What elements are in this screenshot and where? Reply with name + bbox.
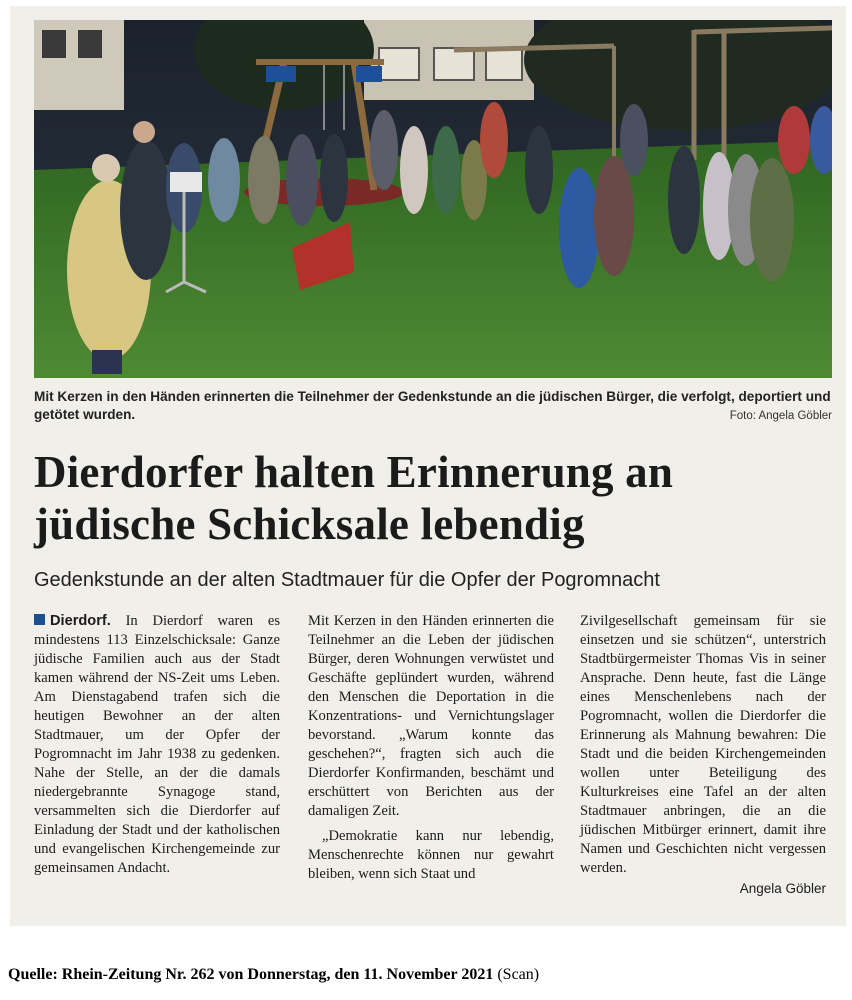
column-1-text: In Dierdorf waren es mindestens 113 Einzelschicksale: Ganze jüdische Familien auch aus der Stadt kamen während der NS-Zeit ums Leben. Am Dienstagabend trafen sich die heutigen Bewohner an der alten Stadtmauer, um der Opfer der Pogromnacht im Jahr 1938 zu gedenken. Nahe der Stelle, an der die damals niedergebrannte Synagoge stand, versammelten sich die Dierdorfer auf Einladung der Stadt und der katholischen und evangelischen Kirchengemeinde zur gemeinsamen Andacht. [34, 613, 280, 876]
article-column-1 [34, 612, 280, 878]
lead-paragraph [34, 612, 280, 878]
article-photo [34, 20, 832, 378]
headline-line-2: jüdische Schicksale lebendig [34, 499, 585, 549]
article-column-2 [308, 612, 554, 884]
column-3-text: Zivilgesellschaft gemeinsam für sie einsetzen und sie schützen“, unterstrich Stadtbürgermeister Thomas Vis in seiner Ansprache. Denn heute, fast die Länge eines Menschenlebens nach der Pogromnacht, wollen die Dierdorfer die Erinnerung als Mahnung bewahren: Die Stadt und die beiden Kirchengemeinden wollen unter Beteiligung des Kulturkreises eine Tafel an der alten Stadtmauer anbringen, die an die jüdischen Mitbürger erinnert, damit ihre Namen und Geschichten nicht vergessen werden. [580, 613, 826, 876]
dateline-marker-icon [34, 614, 45, 625]
newspaper-clipping [10, 6, 846, 926]
headline-line-1: Dierdorfer halten Erinnerung an [34, 447, 674, 497]
headline [34, 446, 824, 550]
source-label: Quelle: Rhein-Zeitung Nr. 262 von Donnerstag, den 11. November 2021 [8, 966, 494, 983]
article-column-3 [580, 612, 826, 898]
column-2-paragraph-2: „Demokratie kann nur lebendig, Menschenrechte können nur gewahrt bleiben, wenn sich Staat und [308, 828, 554, 882]
source-line [8, 966, 539, 984]
photo-illustration [34, 20, 832, 378]
dateline: Dierdorf. [50, 613, 111, 629]
subheadline: Gedenkstunde an der alten Stadtmauer für die Opfer der Pogromnacht [34, 569, 660, 591]
photo-credit: Foto: Angela Göbler [729, 410, 832, 422]
source-note: (Scan) [497, 966, 540, 983]
author-signature: Angela Göbler [739, 881, 826, 896]
photo-caption: Mit Kerzen in den Händen erinnerten die Teilnehmer der Gedenkstunde an die jüdischen Bürger, die verfolgt, deportiert und getötet wurden. [34, 389, 831, 422]
column-2-paragraph-1: Mit Kerzen in den Händen erinnerten die Teilnehmer an die Leben der jüdischen Bürger, deren Wohnungen verwüstet und Geschäfte geplündert wurden, während den Menschen die Deportation in die Konzentrations- und Vernichtungslager bevorstand. „Warum konnte das geschehen?“, fragten sich auch die Dierdorfer Konfirmanden, beschämt und erschüttert von Berichten aus der damaligen Zeit. [308, 613, 554, 819]
